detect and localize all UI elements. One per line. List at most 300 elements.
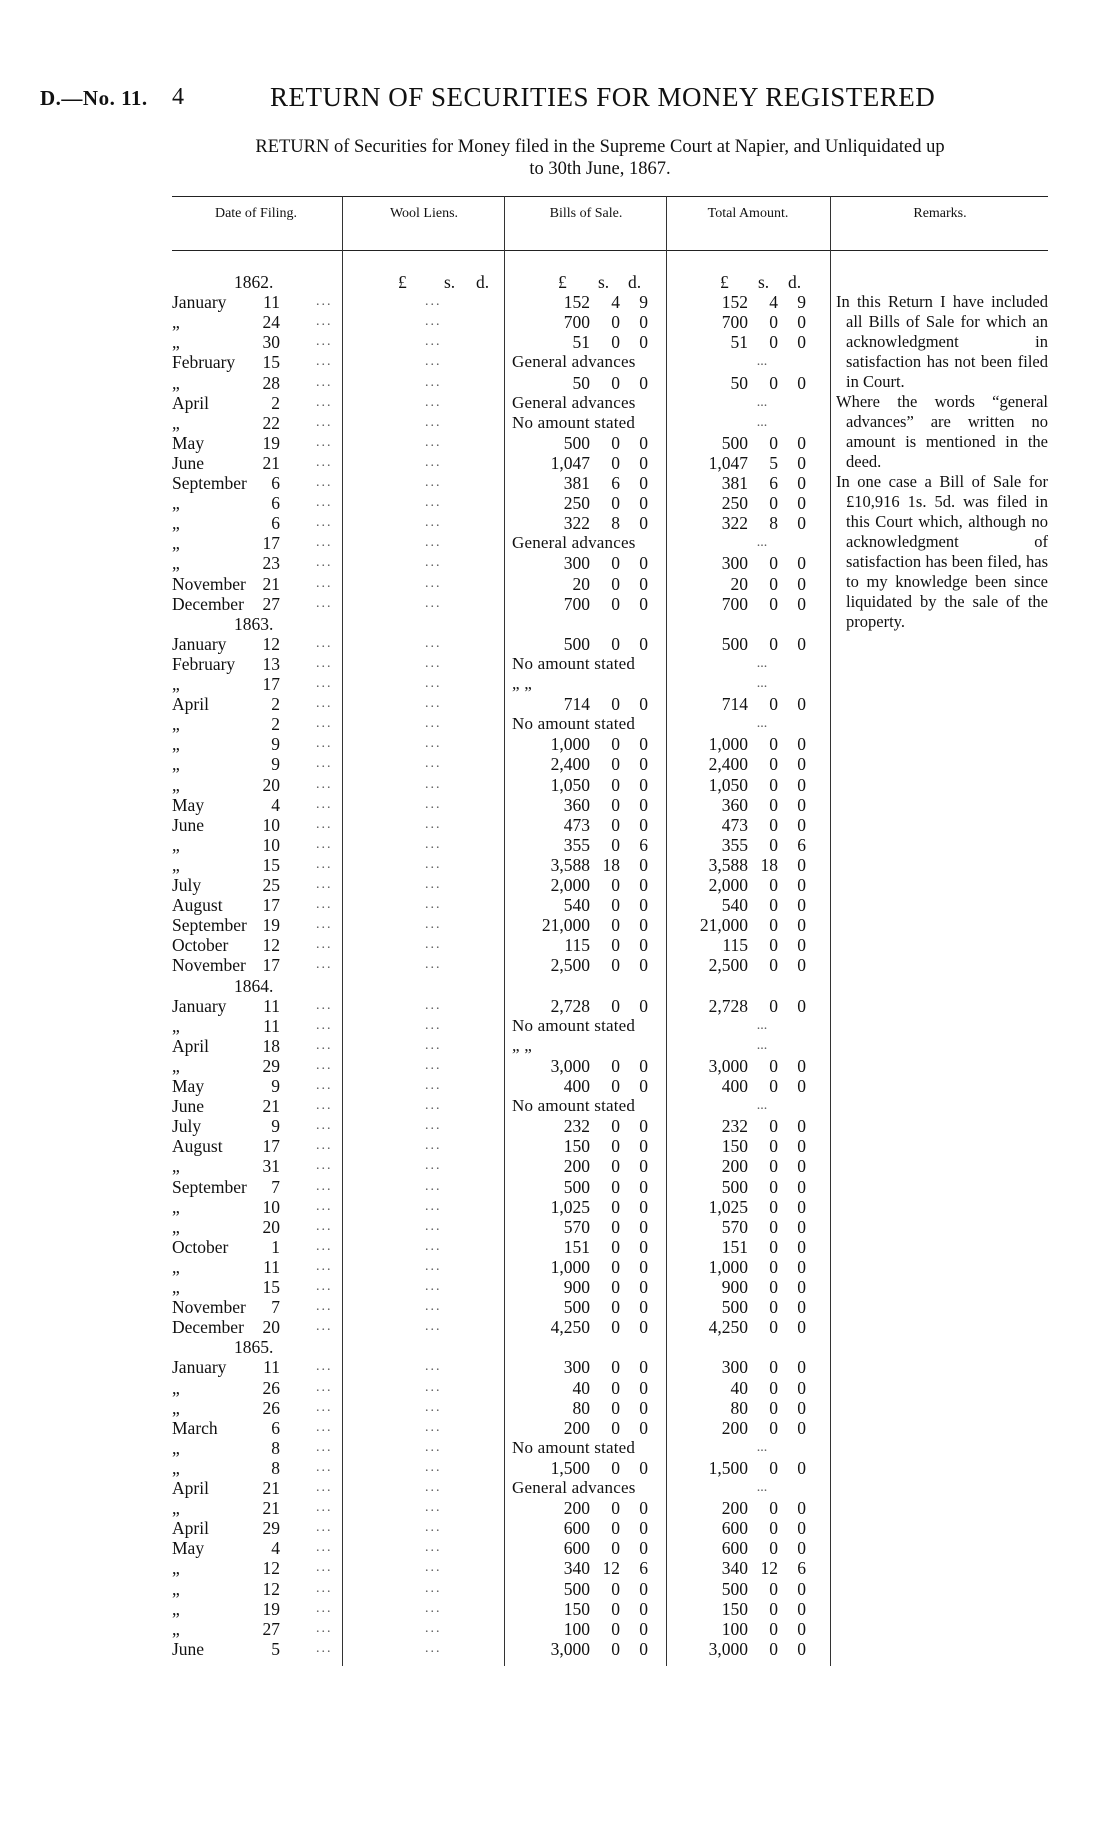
leader-dots: ... — [316, 434, 333, 450]
filing-month: November — [172, 1297, 246, 1318]
filing-day: 19 — [262, 1598, 280, 1619]
total-pounds: 355 — [721, 834, 748, 855]
bill-pounds: 4,250 — [550, 1317, 590, 1338]
bill-pence: 6 — [639, 834, 648, 855]
total-pounds: 2,728 — [708, 995, 748, 1016]
total-pence: 0 — [797, 875, 806, 895]
total-shillings: 0 — [769, 955, 778, 976]
year-row — [0, 976, 1114, 996]
filing-day: 17 — [262, 674, 280, 694]
bill-shillings: 0 — [611, 593, 620, 614]
filing-month: „ — [172, 332, 180, 353]
filing-month: February — [172, 653, 236, 674]
table-row — [0, 996, 1114, 1016]
wool-liens-empty: ... — [425, 595, 442, 611]
bill-shillings: 0 — [611, 915, 620, 936]
bill-pence: 0 — [639, 794, 648, 815]
wool-liens-empty: ... — [425, 555, 442, 571]
bill-shillings: 0 — [611, 1176, 620, 1197]
wool-liens-empty: ... — [425, 716, 442, 732]
leader-dots: ... — [316, 495, 333, 511]
total-pounds: 20 — [730, 573, 748, 594]
bill-pounds: 500 — [563, 1176, 590, 1197]
bill-pence: 0 — [639, 432, 648, 453]
total-empty: ... — [756, 716, 768, 732]
bill-shillings: 0 — [611, 553, 620, 574]
bill-pence: 0 — [639, 814, 648, 835]
total-pence: 0 — [797, 1256, 806, 1277]
total-pounds: 700 — [721, 593, 748, 614]
total-pence: 0 — [797, 1176, 806, 1197]
leader-dots: ... — [316, 957, 333, 973]
leader-dots: ... — [316, 1580, 333, 1596]
bill-shillings: 0 — [611, 754, 620, 775]
total-pence: 9 — [797, 292, 806, 313]
total-pence: 0 — [797, 1518, 806, 1539]
filing-month: December — [172, 593, 244, 614]
leader-dots: ... — [316, 816, 333, 832]
wool-liens-empty: ... — [425, 1017, 442, 1033]
total-empty: ... — [756, 655, 768, 671]
filing-day: 13 — [262, 653, 280, 674]
total-pence: 0 — [797, 452, 806, 473]
table-row — [0, 1398, 1114, 1418]
wool-liens-empty: ... — [425, 1118, 442, 1134]
total-pounds: 500 — [721, 633, 748, 654]
table-row — [0, 1116, 1114, 1136]
wool-liens-empty: ... — [425, 1459, 442, 1475]
column-header-date: Date of Filing. — [214, 206, 298, 221]
year-row — [0, 1337, 1114, 1357]
table-row — [0, 1357, 1114, 1377]
filing-day: 9 — [271, 1116, 280, 1137]
total-pounds: 500 — [721, 1176, 748, 1197]
wool-liens-empty: ... — [425, 957, 442, 973]
total-pounds: 3,000 — [708, 1055, 748, 1076]
bill-pounds: 2,400 — [550, 754, 590, 775]
total-shillings: 12 — [760, 1558, 778, 1579]
bill-shillings: 0 — [611, 1116, 620, 1137]
total-pence: 0 — [797, 935, 806, 956]
filing-month: October — [172, 935, 229, 956]
filing-month: April — [172, 1518, 209, 1539]
filing-day: 10 — [262, 834, 280, 855]
filing-month: December — [172, 1317, 244, 1338]
filing-day: 2 — [271, 694, 280, 715]
filing-day: 2 — [271, 714, 280, 735]
filing-month: „ — [172, 1397, 180, 1418]
leader-dots: ... — [316, 776, 333, 792]
bill-pence: 0 — [639, 1076, 648, 1096]
wool-liens-empty: ... — [425, 1279, 442, 1294]
year-label: 1862. — [234, 272, 274, 292]
filing-day: 20 — [262, 1317, 280, 1338]
bill-pounds: 200 — [563, 1156, 590, 1177]
bill-pence: 0 — [639, 372, 648, 393]
leader-dots: ... — [316, 1480, 333, 1495]
bill-pounds: 20 — [572, 573, 590, 594]
leader-dots: ... — [316, 796, 333, 812]
filing-month: „ — [172, 1457, 180, 1478]
total-shillings: 0 — [769, 633, 778, 654]
total-pence: 0 — [797, 1397, 806, 1418]
leader-dots: ... — [316, 716, 333, 732]
bill-pence: 0 — [639, 734, 648, 755]
year-label: 1863. — [234, 613, 274, 634]
total-pounds: 50 — [730, 372, 748, 393]
remark-paragraph: Where the words “general advances” are written no amount is mentioned in the deed. — [836, 392, 1048, 471]
wool-liens-empty: ... — [425, 1560, 442, 1576]
filing-day: 4 — [271, 1538, 280, 1559]
filing-day: 21 — [262, 1498, 280, 1519]
total-shillings: 0 — [769, 312, 778, 333]
bill-shillings: 0 — [611, 774, 620, 795]
total-pence: 0 — [797, 1136, 806, 1157]
leader-dots: ... — [316, 1279, 333, 1294]
table-row — [0, 1498, 1114, 1518]
filing-month: „ — [172, 854, 180, 875]
leader-dots: ... — [316, 1620, 333, 1636]
filing-day: 29 — [262, 1518, 280, 1539]
bills-pound-unit: £ — [558, 272, 567, 292]
total-shillings: 4 — [769, 292, 778, 313]
wool-liens-empty: ... — [425, 1640, 442, 1656]
leader-dots: ... — [316, 1459, 333, 1475]
total-pence: 0 — [797, 1216, 806, 1237]
total-shillings: 0 — [769, 372, 778, 393]
total-pounds: 700 — [721, 312, 748, 333]
filing-month: September — [172, 915, 247, 936]
table-row — [0, 1237, 1114, 1257]
leader-dots: ... — [316, 555, 333, 571]
filing-month: June — [172, 1096, 205, 1117]
filing-day: 8 — [271, 1457, 280, 1478]
table-row — [0, 1518, 1114, 1538]
filing-day: 19 — [262, 432, 280, 453]
bill-pence: 0 — [639, 1317, 648, 1338]
total-shillings: 0 — [769, 774, 778, 795]
total-pounds: 4,250 — [708, 1317, 748, 1338]
total-shillings: 0 — [769, 1578, 778, 1599]
bill-note: No amount stated — [512, 1437, 636, 1457]
total-pounds: 115 — [722, 935, 748, 956]
total-empty: ... — [756, 354, 768, 370]
filing-month: October — [172, 1236, 229, 1257]
filing-month: April — [172, 694, 209, 715]
table-row — [0, 1418, 1114, 1438]
total-pence: 0 — [797, 633, 806, 654]
filing-day: 15 — [262, 854, 280, 875]
filing-day: 24 — [262, 312, 280, 333]
filing-month: „ — [172, 1437, 180, 1458]
bill-shillings: 0 — [611, 955, 620, 976]
leader-dots: ... — [316, 1299, 333, 1315]
bill-pence: 0 — [639, 935, 648, 956]
filing-month: April — [172, 1035, 209, 1056]
bill-pence: 0 — [639, 332, 648, 353]
bill-shillings: 0 — [611, 1498, 620, 1519]
filing-month: „ — [172, 754, 180, 775]
leader-dots: ... — [316, 635, 333, 651]
wool-liens-empty: ... — [425, 1540, 442, 1556]
bill-note: General advances — [512, 392, 636, 412]
filing-day: 23 — [262, 553, 280, 574]
table-row — [0, 815, 1114, 835]
total-shillings: 0 — [769, 1055, 778, 1076]
wool-liens-empty: ... — [425, 1500, 442, 1516]
filing-month: „ — [172, 553, 180, 574]
total-shillings: 0 — [769, 1136, 778, 1157]
total-shillings: 0 — [769, 553, 778, 574]
wool-liens-empty: ... — [425, 997, 442, 1013]
table-row — [0, 754, 1114, 774]
wool-liens-empty: ... — [425, 655, 442, 671]
bill-pence: 0 — [639, 1216, 648, 1237]
filing-month: „ — [172, 1277, 180, 1297]
total-pounds: 200 — [721, 1156, 748, 1177]
total-empty: ... — [756, 1098, 768, 1114]
bill-pence: 0 — [639, 854, 648, 875]
table-row — [0, 1056, 1114, 1076]
leader-dots: ... — [316, 314, 333, 330]
total-pounds: 570 — [721, 1216, 748, 1237]
table-row — [0, 835, 1114, 855]
filing-day: 12 — [262, 1558, 280, 1579]
bill-shillings: 0 — [611, 995, 620, 1016]
bill-pence: 0 — [639, 754, 648, 775]
total-pence: 0 — [797, 553, 806, 574]
filing-day: 11 — [263, 1357, 280, 1378]
wool-liens-empty: ... — [425, 877, 442, 892]
bill-shillings: 0 — [611, 1136, 620, 1157]
bill-pounds: 1,050 — [550, 774, 590, 795]
filing-month: „ — [172, 774, 180, 795]
bill-pounds: 540 — [563, 895, 590, 916]
table-row — [0, 1558, 1114, 1578]
total-pounds: 300 — [721, 1357, 748, 1378]
total-pence: 0 — [797, 513, 806, 534]
filing-day: 21 — [262, 452, 280, 473]
table-row — [0, 1538, 1114, 1558]
filing-month: May — [172, 432, 205, 453]
wool-pence-unit: d. — [476, 272, 490, 292]
column-header-bills-of-sale: Bills of Sale. — [549, 206, 623, 221]
table-row — [0, 1096, 1114, 1116]
bill-note: General advances — [512, 533, 636, 553]
total-pence: 0 — [797, 814, 806, 835]
bill-pounds: 150 — [563, 1136, 590, 1157]
column-header-total-amount: Total Amount. — [707, 206, 789, 221]
total-pence: 0 — [797, 955, 806, 976]
wool-liens-empty: ... — [425, 394, 442, 410]
filing-day: 7 — [271, 1176, 280, 1197]
bill-pounds: 200 — [563, 1417, 590, 1438]
bill-shillings: 0 — [611, 1297, 620, 1318]
wool-liens-empty: ... — [425, 515, 442, 531]
bill-pence: 0 — [639, 553, 648, 574]
bill-shillings: 0 — [611, 1216, 620, 1237]
total-shillings: 0 — [769, 834, 778, 855]
bill-note: No amount stated — [512, 412, 636, 432]
filing-month: September — [172, 1176, 247, 1197]
total-pounds: 152 — [721, 292, 748, 313]
table-row — [0, 915, 1114, 935]
filing-month: „ — [172, 372, 180, 393]
wool-liens-empty: ... — [425, 1299, 442, 1315]
wool-liens-empty: ... — [425, 1238, 442, 1254]
total-shillings: 0 — [769, 1618, 778, 1639]
total-shillings: 6 — [769, 473, 778, 493]
column-header-remarks: Remarks. — [913, 206, 967, 221]
total-shillings: 5 — [769, 452, 778, 473]
total-pence: 0 — [797, 1598, 806, 1619]
filing-month: „ — [172, 1196, 180, 1217]
bill-pounds: 300 — [563, 1357, 590, 1378]
year-row — [0, 272, 1114, 292]
table-row — [0, 855, 1114, 875]
wool-liens-empty: ... — [425, 314, 442, 330]
filing-month: April — [172, 392, 209, 413]
table-row — [0, 1177, 1114, 1197]
bill-pence: 0 — [639, 593, 648, 614]
wool-liens-empty: ... — [425, 897, 442, 913]
filing-month: July — [172, 875, 202, 895]
bill-pounds: 1,000 — [550, 734, 590, 755]
total-shillings: 0 — [769, 1377, 778, 1398]
total-shillings: 0 — [769, 1176, 778, 1197]
leader-dots: ... — [316, 1238, 333, 1254]
leader-dots: ... — [316, 1640, 333, 1656]
filing-day: 2 — [271, 392, 280, 413]
total-pounds: 2,500 — [708, 955, 748, 976]
table-row — [0, 1438, 1114, 1458]
leader-dots: ... — [316, 1158, 333, 1174]
wool-liens-empty: ... — [425, 1439, 442, 1455]
total-pounds: 100 — [721, 1618, 748, 1639]
table-row — [0, 955, 1114, 975]
leader-dots: ... — [316, 1258, 333, 1274]
bill-pence: 0 — [639, 915, 648, 936]
leader-dots: ... — [316, 1017, 333, 1033]
year-label: 1864. — [234, 975, 274, 996]
bill-pounds: 600 — [563, 1538, 590, 1559]
total-pence: 0 — [797, 1297, 806, 1318]
bill-pounds: 2,500 — [550, 955, 590, 976]
bill-pounds: 232 — [563, 1116, 590, 1137]
bill-pence: 0 — [639, 1116, 648, 1137]
filing-month: „ — [172, 834, 180, 855]
filing-month: May — [172, 1538, 205, 1559]
filing-day: 5 — [271, 1638, 280, 1659]
bill-shillings: 0 — [611, 834, 620, 855]
wool-liens-empty: ... — [425, 1359, 442, 1375]
column-header-wool-liens: Wool Liens. — [389, 206, 459, 221]
total-pounds: 1,025 — [708, 1196, 748, 1217]
table-top-rule — [172, 196, 1048, 197]
filing-day: 12 — [262, 935, 280, 956]
filing-day: 12 — [262, 1578, 280, 1599]
bill-shillings: 12 — [602, 1558, 620, 1579]
filing-day: 11 — [263, 1015, 280, 1036]
total-shillings: 0 — [769, 1297, 778, 1318]
total-pence: 0 — [797, 1357, 806, 1378]
bill-pounds: 2,728 — [550, 995, 590, 1016]
total-pound-unit: £ — [720, 272, 729, 292]
filing-day: 17 — [262, 895, 280, 916]
total-shillings: 0 — [769, 754, 778, 775]
bill-pounds: 2,000 — [550, 875, 590, 895]
leader-dots: ... — [316, 414, 333, 430]
filing-day: 15 — [262, 1277, 280, 1297]
total-shillings: 0 — [769, 1397, 778, 1418]
total-pence: 0 — [797, 794, 806, 815]
bill-shillings: 0 — [611, 452, 620, 473]
table-row — [0, 875, 1114, 895]
bill-shillings: 0 — [611, 1277, 620, 1297]
leader-dots: ... — [316, 836, 333, 852]
total-shillings: 0 — [769, 1538, 778, 1559]
wool-liens-empty: ... — [425, 696, 442, 712]
table-row — [0, 1076, 1114, 1096]
bill-shillings: 0 — [611, 935, 620, 956]
wool-liens-empty: ... — [425, 334, 442, 350]
bill-note: No amount stated — [512, 1096, 636, 1116]
total-pence: 0 — [797, 1076, 806, 1096]
bill-pounds: 500 — [563, 432, 590, 453]
bill-pence: 0 — [639, 1055, 648, 1076]
leader-dots: ... — [316, 1500, 333, 1516]
filing-day: 15 — [262, 352, 280, 373]
total-pounds: 322 — [721, 513, 748, 534]
filing-month: March — [172, 1417, 218, 1438]
total-shillings: 0 — [769, 1598, 778, 1619]
wool-shilling-unit: s. — [444, 272, 456, 292]
filing-day: 9 — [271, 734, 280, 755]
bill-shillings: 0 — [611, 1578, 620, 1599]
filing-month: „ — [172, 674, 180, 694]
total-shillings: 0 — [769, 493, 778, 514]
leader-dots: ... — [316, 1379, 333, 1395]
total-pounds: 2,400 — [708, 754, 748, 775]
wool-liens-empty: ... — [425, 1600, 442, 1616]
total-pence: 0 — [797, 1638, 806, 1659]
bill-pounds: 250 — [563, 493, 590, 514]
filing-month: August — [172, 1136, 223, 1157]
filing-day: 12 — [262, 633, 280, 654]
total-empty: ... — [756, 414, 768, 430]
bill-pence: 6 — [639, 1558, 648, 1579]
total-pounds: 1,047 — [708, 452, 748, 473]
total-shillings: 0 — [769, 1236, 778, 1257]
wool-liens-empty: ... — [425, 374, 442, 390]
wool-liens-empty: ... — [425, 1379, 442, 1395]
table-row — [0, 1579, 1114, 1599]
bill-note: No amount stated — [512, 1015, 636, 1035]
total-pounds: 40 — [730, 1377, 748, 1398]
bill-pence: 0 — [639, 995, 648, 1016]
bill-pounds: 355 — [563, 834, 590, 855]
bill-note: „ „ — [512, 674, 532, 693]
filing-day: 10 — [262, 1196, 280, 1217]
table-row — [0, 674, 1114, 694]
bill-pounds: 322 — [563, 513, 590, 534]
table-row — [0, 1458, 1114, 1478]
table-row — [0, 654, 1114, 674]
page-header — [40, 82, 1080, 118]
filing-month: „ — [172, 533, 180, 554]
bill-pounds: 40 — [572, 1377, 590, 1398]
filing-day: 9 — [271, 1076, 280, 1096]
